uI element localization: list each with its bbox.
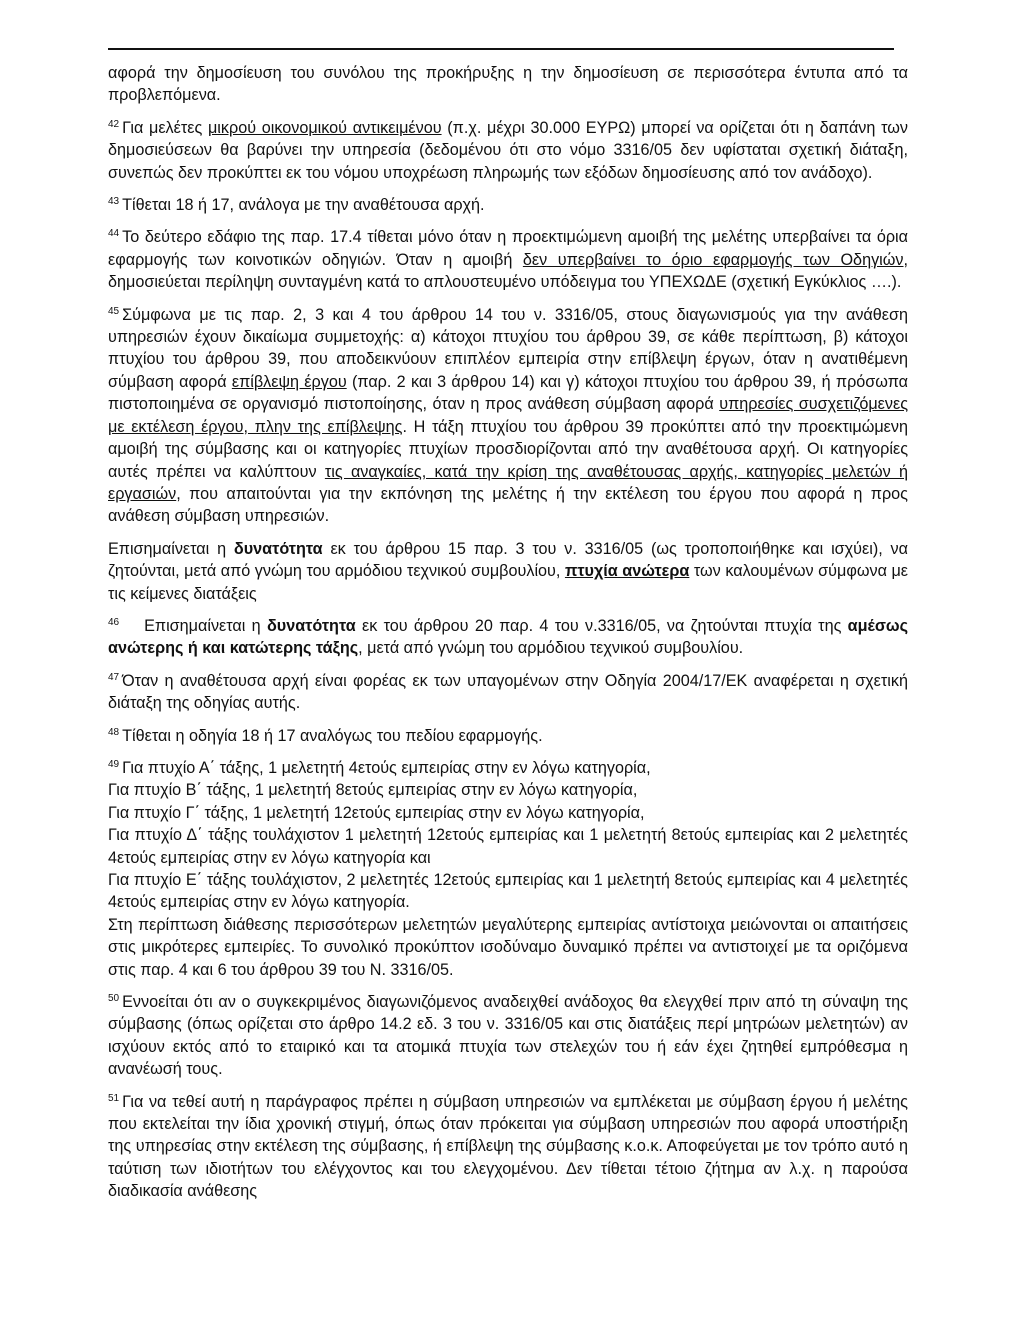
footnote-text: (παρ. 2 και 3 άρθρου 14) και γ) κάτοχοι πτυχίου του άρθρου 39, ή πρόσωπα πιστοποιημένα σε οργανισμό πιστοποίησης, όταν η προς ανάθεση σύμβαση αφορά xyxy=(108,372,908,414)
footnote-51 xyxy=(108,1091,908,1203)
bold-text: δυνατότητα xyxy=(266,616,356,635)
bold-text: αμέσως ανώτερης ή και κατώτερης τάξης xyxy=(108,616,908,658)
footnote-line: Για πτυχίο Ε΄ τάξης τουλάχιστον, 2 μελετητές 12ετούς εμπειρίας και 1 μελετητή 8ετούς εμπειρίας και 4 μελετητές 4ετούς εμπειρίας στην εν λόγω κατηγορία. xyxy=(108,871,908,912)
footnote-text: , που απαιτούνται για την εκπόνηση της μελέτης ή την εκτέλεση του έργου που αφορά η προς ανάθεση σύμβαση υπηρεσιών. xyxy=(108,484,908,526)
footnote-42 xyxy=(108,117,908,184)
footnote-47 xyxy=(108,670,908,715)
footnote-line: Για πτυχίο Α΄ τάξης, 1 μελετητή 4ετούς εμπειρίας στην εν λόγω κατηγορία, xyxy=(122,758,651,777)
footnote-49 xyxy=(108,757,908,981)
footnote-number: 44 xyxy=(108,228,120,240)
footnote-number: 49 xyxy=(108,758,120,770)
footnotes-block xyxy=(108,62,908,1213)
note-text: εκ του άρθρου 15 παρ. 3 του ν. 3316/05 (ως τροποποιήθηκε και ισχύει), να ζητούνται, μετά από γνώμη του αρμόδιου τεχνικού συμβουλίου, xyxy=(108,539,908,581)
footnote-text: Επισημαίνεται η xyxy=(144,616,267,635)
footnote-text: Το δεύτερο εδάφιο της παρ. 17.4 τίθεται μόνο όταν η προεκτιμώμενη αμοιβή της μελέτης υπερβαίνει τα όρια εφαρμογής των κοινοτικών οδηγιών. Όταν η αμοιβή xyxy=(108,228,908,269)
underlined-text: τις αναγκαίες, κατά την κρίση της αναθέτουσας αρχής, κατηγορίες μελετών ή εργασιών xyxy=(108,462,908,503)
footnote-text: Για μελέτες xyxy=(122,118,208,137)
note-text: Επισημαίνεται η xyxy=(108,539,234,558)
footnote-text: . Η τάξη πτυχίου του άρθρου 39 προκύπτει από την προεκτιμώμενη αμοιβή της σύμβασης και οι κατηγορίες πτυχίων προσδιορίζονται από την αναθέτουσα αρχή. Οι κατηγορίες αυτές πρέπει να καλύπτουν xyxy=(108,417,908,481)
intro-text: αφορά την δημοσίευση του συνόλου της προκήρυξης η την δημοσίευση σε περισσότερα έντυπα από τα προβλεπόμενα. xyxy=(108,64,908,105)
bold-underlined-text: πτυχία ανώτερα xyxy=(564,562,690,581)
bold-text: δυνατότητα xyxy=(233,539,323,558)
footnote-number: 51 xyxy=(108,1092,120,1104)
underlined-text: υπηρεσίες συσχετιζόμενες με εκτέλεση έργου, πλην της επίβλεψης xyxy=(108,395,908,436)
underlined-text: δεν υπερβαίνει το όριο εφαρμογής των Οδηγιών, xyxy=(522,250,908,269)
footnote-text: Εννοείται ότι αν ο συγκεκριμένος διαγωνιζόμενος αναδειχθεί ανάδοχος θα ελεγχθεί πριν από τη σύναψη της σύμβασης (όπως ορίζεται στο άρθρο 14.2 εδ. 3 του ν. 3316/05 και στις διατάξεις περί μητρώων μελετητών) αν ισχύουν εκτός από το εταιρικό και τα ατομικά πτυχία των στελεχών του ή εάν έχει ζητηθεί εμπρόθεσμα η ανανέωσή τους. xyxy=(108,993,908,1079)
note-paragraph xyxy=(108,538,908,605)
footnote-number: 42 xyxy=(108,118,120,130)
footnote-48 xyxy=(108,725,908,747)
footnote-continuation xyxy=(108,62,908,107)
footnote-text: Τίθεται 18 ή 17, ανάλογα με την αναθέτουσα αρχή. xyxy=(122,196,485,215)
footnote-number: 43 xyxy=(108,196,120,208)
footnote-45 xyxy=(108,304,908,528)
underlined-text: μικρού οικονομικού αντικειμένου xyxy=(207,118,442,137)
footnote-46 xyxy=(108,615,908,660)
footnote-number: 45 xyxy=(108,305,120,317)
footnote-line: Για πτυχίο Β΄ τάξης, 1 μελετητή 8ετούς εμπειρίας στην εν λόγω κατηγορία, xyxy=(108,781,638,800)
footnote-text: δημοσιεύεται περίληψη συνταγμένη κατά το απλουστευμένο υπόδειγμα του ΥΠΕΧΩΔΕ (σχετική Εγκύκλιος ….). xyxy=(108,273,902,292)
footnote-separator-rule xyxy=(108,48,894,50)
footnote-43 xyxy=(108,194,908,216)
footnote-number: 48 xyxy=(108,726,120,738)
footnote-text: Τίθεται η οδηγία 18 ή 17 αναλόγως του πεδίου εφαρμογής. xyxy=(122,726,543,745)
underlined-text: επίβλεψη έργου xyxy=(231,372,347,391)
footnote-number: 47 xyxy=(108,671,120,683)
footnote-number: 50 xyxy=(108,993,120,1005)
footnote-line: Για πτυχίο Δ΄ τάξης τουλάχιστον 1 μελετητή 12ετούς εμπειρίας και 1 μελετητή 8ετούς εμπειρίας και 2 μελετητές 4ετούς εμπειρίας στην εν λόγω κατηγορία και xyxy=(108,826,908,867)
footnote-line: Στη περίπτωση διάθεσης περισσότερων μελετητών μεγαλύτερης εμπειρίας αντίστοιχα μειώνονται οι απαιτήσεις στις μικρότερες εμπειρίες. Το συνολικό προκύπτον ισοδύναμο δυναμικό πρέπει να αντιστοιχεί με τα οριζόμενα στις παρ. 4 και 6 του άρθρου 39 του Ν. 3316/05. xyxy=(108,915,908,979)
footnote-text: Για να τεθεί αυτή η παράγραφος πρέπει η σύμβαση υπηρεσιών να εμπλέκεται με σύμβαση έργου ή μελέτης που εκτελείται την ίδια χρονική στιγμή, όπως όταν πρόκειται για σύμβαση υπηρεσιών που αφορά υποστήριξη της υπηρεσίας στην εκτέλεση της σύμβασης, ή επίβλεψη της σύμβασης κ.ο.κ. Αποφεύγεται με τον τρόπο αυτό η ταύτιση των ιδιοτήτων του ελέγχοντος και του ελεγχομένου. Δεν τίθεται τέτοιο ζήτημα αν λ.χ. η παρούσα διαδικασία ανάθεσης xyxy=(108,1092,908,1201)
footnote-text: Όταν η αναθέτουσα αρχή είναι φορέας εκ των υπαγομένων στην Οδηγία 2004/17/ΕΚ αναφέρεται η σχετική διάταξη της οδηγίας αυτής. xyxy=(108,671,908,713)
footnote-text: εκ του άρθρου 20 παρ. 4 του ν.3316/05, να ζητούνται πτυχία της xyxy=(355,616,848,635)
footnote-text: Σύμφωνα με τις παρ. 2, 3 και 4 του άρθρου 14 του ν. 3316/05, στους διαγωνισμούς για την ανάθεση υπηρεσιών έχουν δικαίωμα συμμετοχής: α) κάτοχοι πτυχίου του άρθρου 39, σε κάθε περίπτωση, β) κάτοχοι πτυχίου του άρθρου 39, που αποδεικνύουν επιπλέον εμπειρία στην επίβλεψη έργων, όταν η ανατιθέμενη σύμβαση αφορά xyxy=(108,305,908,391)
footnote-text: (π.χ. μέχρι 30.000 ΕΥΡΩ) μπορεί να ορίζεται ότι η δαπάνη των δημοσιεύσεων θα βαρύνει την υπηρεσία (δεδομένου ότι στο νόμο 3316/05 δεν υφίσταται σχετική διάταξη, συνεπώς δεν προκύπτει εκ του νόμου υποχρέωση πληρωμής των εξόδων δημοσίευσης από τον ανάδοχο). xyxy=(108,118,908,182)
footnote-text: , μετά από γνώμη του αρμόδιου τεχνικού συμβουλίου. xyxy=(358,639,744,658)
footnote-line: Για πτυχίο Γ΄ τάξης, 1 μελετητή 12ετούς εμπειρίας στην εν λόγω κατηγορία, xyxy=(108,803,645,822)
footnote-50 xyxy=(108,991,908,1081)
note-text: των καλουμένων σύμφωνα με τις κείμενες διατάξεις xyxy=(108,562,909,603)
footnote-44 xyxy=(108,226,908,293)
footnote-number: 46 xyxy=(108,616,120,628)
